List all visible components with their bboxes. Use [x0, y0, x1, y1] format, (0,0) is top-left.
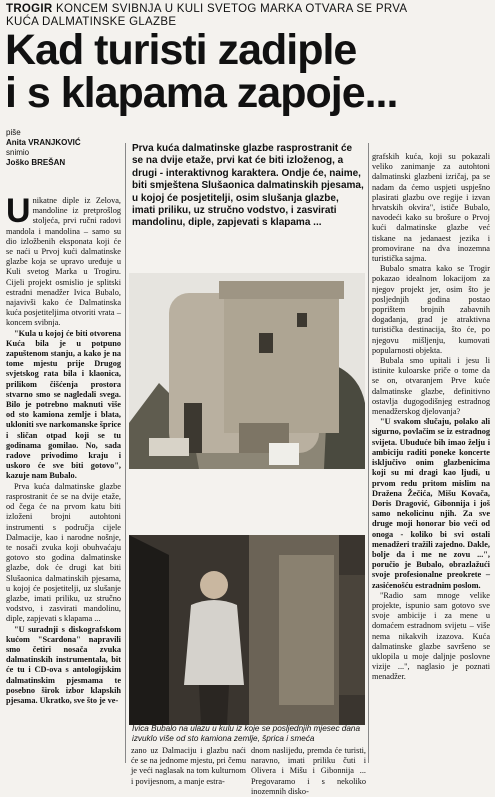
col1-paragraph-3: Prva kuća dalmatinske glazbe rasprostranit će se na dvije etaže, od čega će na prvom katu biti izloženi brojni autohtoni instrumenti s područja cijele Dalmacije, kao i narodne nošnje, te nosači zvuka koji obuhvaćaju gotovo sto godina dalmatinske glazbe, dok će drugi kat biti Slušaonica dalmatinskih pjesama, u kojoj će posjetitelji, uz slušanje glazbe, imati priliku, uz stručno vodstvo, i zasvirati mandolinu, diple, zapjevati s klapama ...: [6, 481, 121, 624]
lead-paragraph: Prva kuća dalmatinske glazbe rasprostranit će se na dvije etaže, prvi kat će biti izloženog, a drugi - interaktivnog karaktera. Ondje će, naime, biti smještena Slušaonica dalmatinskih pjesama, u kojoj će posjetitelji, osim slušanja glazbe, imati priliku, uz stručno vodstvo, i zasvirati mandolinu, diple, zapjevati s klapama ...: [132, 143, 364, 229]
col3-paragraph-5: "Radio sam mnoge velike projekte, ispunio sam gotovo sve svoje ambicije i za mene u domaćem estradnom svijetu – više nema nikakvih izazova. Kuća dalmatinske glazbe savršeno se uklopila u moje daljnje poslovne vizije ...", naglasio je poznati menadžer.: [372, 590, 490, 682]
col1-paragraph-4: "U suradnji s diskografskom kućom "Scardona" napravili smo četiri nosača zvuka dalmatinskih instrumentala, bit će tu i CD-ova s antologijskim dalmatinskim pjesmama te posebno širok izbor klapskih pjesama. Ukratko, sve što je ve-: [6, 624, 121, 705]
col3-paragraph-4: "U svakom slučaju, polako ali sigurno, povlačim se iz estradnog svijeta. Ubuduće bih imao želju i ambiciju raditi poneke koncerte isključivo onim glazbenicima koji su mi dragi kao ljudi, u prvom redu pritom mislim na Dražena Žečića, Mišu Kovača, Doris Dragović, Gibonnija i još samo nekolicinu njih. Za sve druge moji honorar bio veći od onoga - koliko bi svi ostali menadžeri tražili zajedno. Dakle, bolje da i me ne zovu ...", poručio je Bubalo, obrazlažući svoje profesionalne preokrete – zasićenošću estradnim poslom.: [372, 417, 490, 590]
column-divider: [125, 143, 126, 763]
headline-line-1: Kad turisti zadiple: [5, 26, 357, 74]
photo-caption: Ivica Bubalo na ulazu u kulu iz koje se posljednjih mjesec dana izvuklo više od sto kamiona zemlje, šprica i smeća: [132, 724, 361, 743]
kicker-text: KONCEM SVIBNJA U KULI SVETOG MARKA OTVARA SE PRVA KUĆA DALMATINSKE GLAZBE: [6, 3, 407, 28]
column-1: [6, 192, 121, 706]
byline-photographer: Joško BREŠAN: [6, 158, 66, 167]
drop-cap: U: [6, 192, 31, 230]
kicker-location: TROGIR: [6, 3, 53, 15]
col3-paragraph-1: grafskih kuća, koji su pokazali veliko zanimanje za autohtoni dalmatinski glazbeni izričaj, pa se nadam da ćemo uspjeti uspješno plasirati glazbu ove regije i izvan hrvatskih okvira", ističe Bubalo, navodeći kako su brošure o Prvoj kući dalmatinske glazbe već tiskane na jedanaest jezika i promovirane na dva inozemna turistička sajma.: [372, 152, 490, 264]
col3-paragraph-3: Bubala smo upitali i jesu li istinite kuloarske priče o tome da se on, otvaranjem Prve kuće dalmatinske glazbe, definitivno ostavlja dugogodišnjeg estradnog menadžerskog djelovanja?: [372, 356, 490, 417]
col1-paragraph-2: "Kula u kojoj će biti otvorena Kuća bila je u potpuno zapuštenom stanju, a kako je na tome mjestu prije Drugog svjetskog rata bila i klaonica, prilikom čišćenja prostora stvarno smo se nagledali svega. Bilo je potrebno maknuti više od sto kamiona zemlje i blata, ukloniti sve narkomanske šprice i sličan otpad koji se tu godinama gomilao. No, sada radove privodimo kraju i uskoro će sve biti gotovo", kazuje nam Bubalo.: [6, 328, 121, 481]
byline-label-author: piše: [6, 128, 21, 137]
column-3: [372, 152, 490, 683]
headline-line-2: i s klapama zapoje...: [5, 69, 398, 117]
bottom-column-1: zano uz Dalmaciju i glazbu naći će se na jednome mjestu, pri čemu je veći naglasak na tom kulturnom i povijesnom, a manje estra-: [131, 746, 246, 786]
stone-tower-image: [129, 273, 365, 469]
byline-label-photo: snimio: [6, 148, 30, 157]
bottom-column-2: dnom naslijeđu, premda će turisti, naravno, imati priliku čuti i Olivera i Mišu i Gibonnija ... Pregovaramo i s nekoliko inozemnih disko-: [251, 746, 366, 796]
interior-portrait-image: [129, 535, 365, 725]
byline-author: Anita VRANJKOVIĆ: [6, 138, 81, 147]
col3-paragraph-2: Bubalo smatra kako se Trogir pokazao idealnom lokacijom za njegov projekt jer, osim što je posljednjih godina postao poprištem brojnih zabavnih događanja, grad je atraktivna turistička destinacija, što će, po njegovu mišljenju, kumovati popularnosti objekta.: [372, 264, 490, 355]
col1-paragraph-1: nikatne diple iz Zelova, mandoline iz pretprošlog stoljeća, prvi ručni radovi mandola i mandolina – samo su dio izložbenih eksponata koji će se naći u Prvoj kući dalmatinske glazbe koja se upravo uređuje u Kuli svetog Marka u Trogiru. Cijeli projekt osmislio je splitski estradni menadžer Ivica Bubalo, najavivši kako će Dalmatinska kuća posjetiteljima otvoriti vrata – koncem svibnja.: [6, 196, 121, 328]
column-divider: [368, 143, 369, 763]
headline: [5, 26, 493, 117]
byline: [6, 128, 124, 168]
